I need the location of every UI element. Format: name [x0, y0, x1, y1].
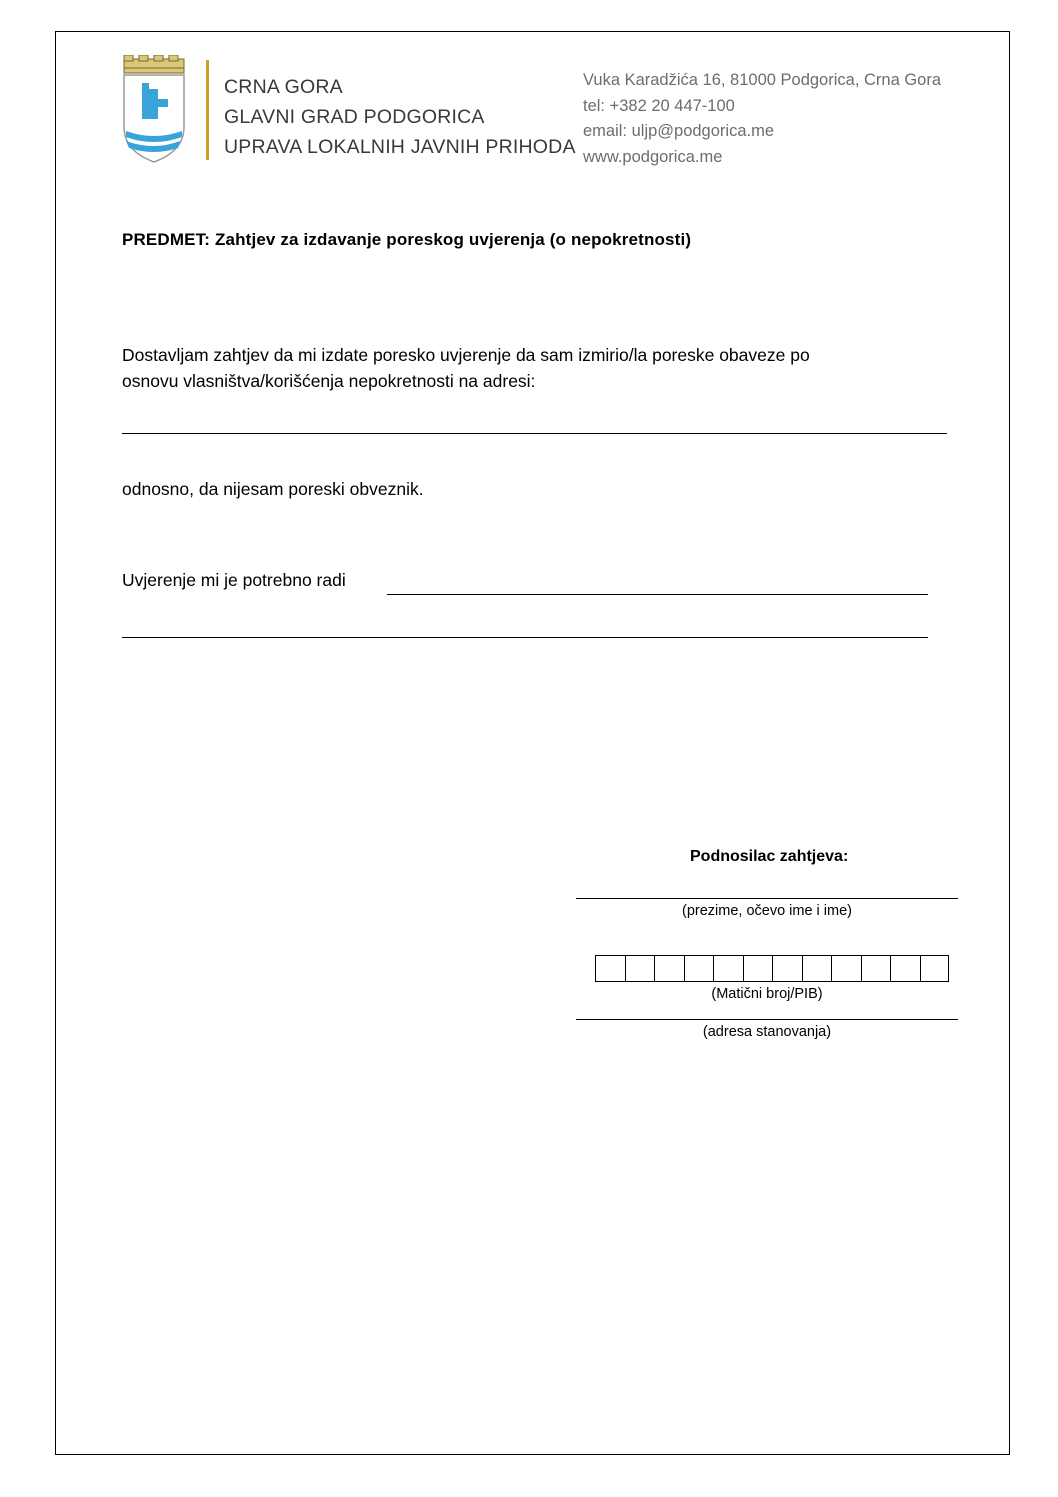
pib-cell[interactable] — [595, 955, 625, 982]
applicant-name-fill-line[interactable] — [576, 898, 958, 899]
pib-cell[interactable] — [861, 955, 891, 982]
body-paragraph-line-2: osnovu vlasništva/korišćenja nepokretnosti na adresi: — [122, 371, 536, 392]
organization-block — [224, 72, 576, 163]
contact-block — [583, 68, 941, 170]
pib-cell[interactable] — [654, 955, 684, 982]
document-header — [118, 50, 958, 175]
contact-phone: tel: +382 20 447-100 — [583, 96, 735, 115]
org-line-department: UPRAVA LOKALNIH JAVNIH PRIHODA — [224, 136, 576, 159]
subject-line: PREDMET: Zahtjev za izdavanje poreskog uvjerenja (o nepokretnosti) — [122, 230, 692, 249]
purpose-label: Uvjerenje mi je potrebno radi — [122, 570, 346, 590]
pib-cell[interactable] — [713, 955, 743, 982]
address-fill-line[interactable] — [122, 433, 947, 434]
statement-not-taxpayer: odnosno, da nijesam poreski obveznik. — [122, 479, 424, 499]
body-paragraph — [122, 342, 948, 395]
org-line-city: GLAVNI GRAD PODGORICA — [224, 106, 485, 129]
contact-address: Vuka Karadžića 16, 81000 Podgorica, Crna Gora — [583, 71, 942, 89]
pib-cell[interactable] — [831, 955, 861, 982]
pib-cell[interactable] — [920, 955, 950, 982]
purpose-fill-line-1[interactable] — [387, 594, 928, 595]
pib-boxes[interactable] — [595, 955, 949, 982]
header-divider — [206, 60, 209, 160]
pib-cell[interactable] — [802, 955, 832, 982]
org-line-country: CRNA GORA — [224, 76, 343, 98]
pib-cell[interactable] — [684, 955, 714, 982]
applicant-name-caption: (prezime, očevo ime i ime) — [681, 903, 852, 919]
contact-email: email: uljp@podgorica.me — [583, 122, 775, 141]
applicant-address-caption: (adresa stanovanja) — [702, 1024, 832, 1040]
applicant-address-fill-line[interactable] — [576, 1019, 958, 1020]
pib-cell[interactable] — [772, 955, 802, 982]
pib-cell[interactable] — [890, 955, 920, 982]
pib-caption: (Matični broj/PIB) — [711, 986, 823, 1002]
applicant-title: Podnosilac zahtjeva: — [690, 848, 849, 865]
pib-cell[interactable] — [625, 955, 655, 982]
contact-website: www.podgorica.me — [583, 147, 723, 166]
purpose-fill-line-2[interactable] — [122, 637, 928, 638]
body-paragraph-line-1: Dostavljam zahtjev da mi izdate poresko uvjerenje da sam izmirio/la poreske obaveze po — [122, 345, 810, 365]
pib-cell[interactable] — [743, 955, 773, 982]
coat-of-arms-icon — [118, 55, 190, 165]
